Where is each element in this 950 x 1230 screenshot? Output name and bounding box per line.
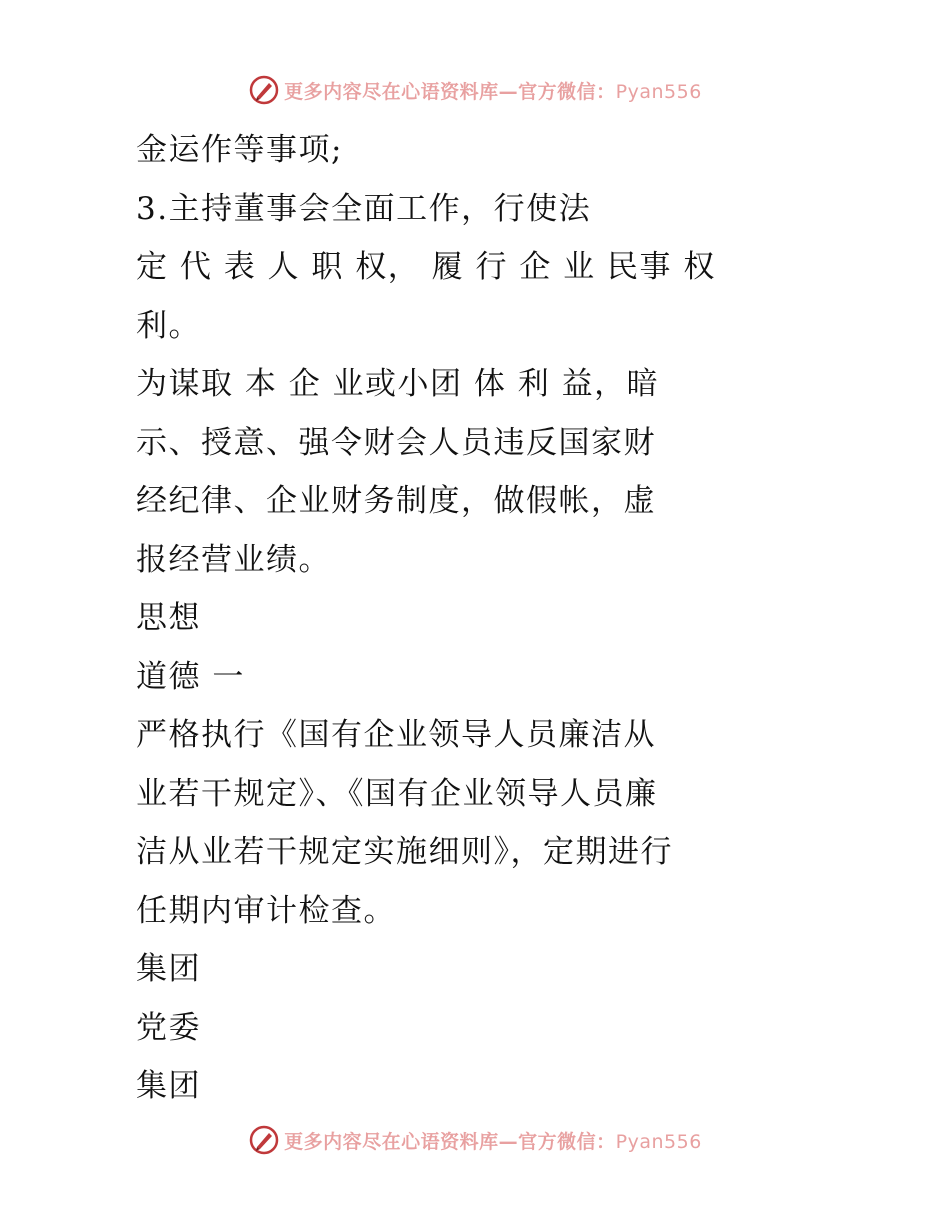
- text-line: 党委: [136, 1009, 201, 1046]
- watermark-text: 更多内容尽在心语资料库—官方微信：Pyan556: [284, 1130, 702, 1153]
- text-line: 经纪律、企业财务制度，做假帐，虚: [136, 483, 656, 519]
- text-line: 道德 一: [136, 658, 245, 695]
- text-line: 3.主持董事会全面工作，行使法: [136, 190, 592, 227]
- text-line: 为谋取 本 企 业或小团 体 利 益，暗: [136, 366, 660, 402]
- header-watermark: [0, 70, 950, 110]
- text-line: 利。: [136, 307, 201, 344]
- text-line: 思想: [136, 600, 201, 636]
- pen-logo-icon: [248, 1124, 280, 1156]
- text-line: 集团: [136, 951, 201, 987]
- text-line: 报经营业绩。: [136, 541, 331, 578]
- text-line: 定 代 表 人 职 权， 履 行 企 业 民事 权: [136, 249, 716, 285]
- text-line: 任期内审计检查。: [136, 892, 396, 929]
- watermark-text: 更多内容尽在心语资料库—官方微信：Pyan556: [284, 80, 702, 103]
- text-line: 集团: [136, 1068, 201, 1104]
- text-line: 业若干规定》、《国有企业领导人员廉: [136, 775, 658, 812]
- text-line: 严格执行《国有企业领导人员廉洁从: [136, 717, 656, 753]
- pen-logo-icon: [248, 74, 280, 106]
- text-line: 示、授意、强令财会人员违反国家财: [136, 424, 656, 461]
- text-line: 洁从业若干规定实施细则》，定期进行: [136, 834, 673, 870]
- document-body: [136, 121, 816, 1116]
- footer-watermark: [0, 1120, 950, 1160]
- text-line: 金运作等事项;: [136, 132, 343, 168]
